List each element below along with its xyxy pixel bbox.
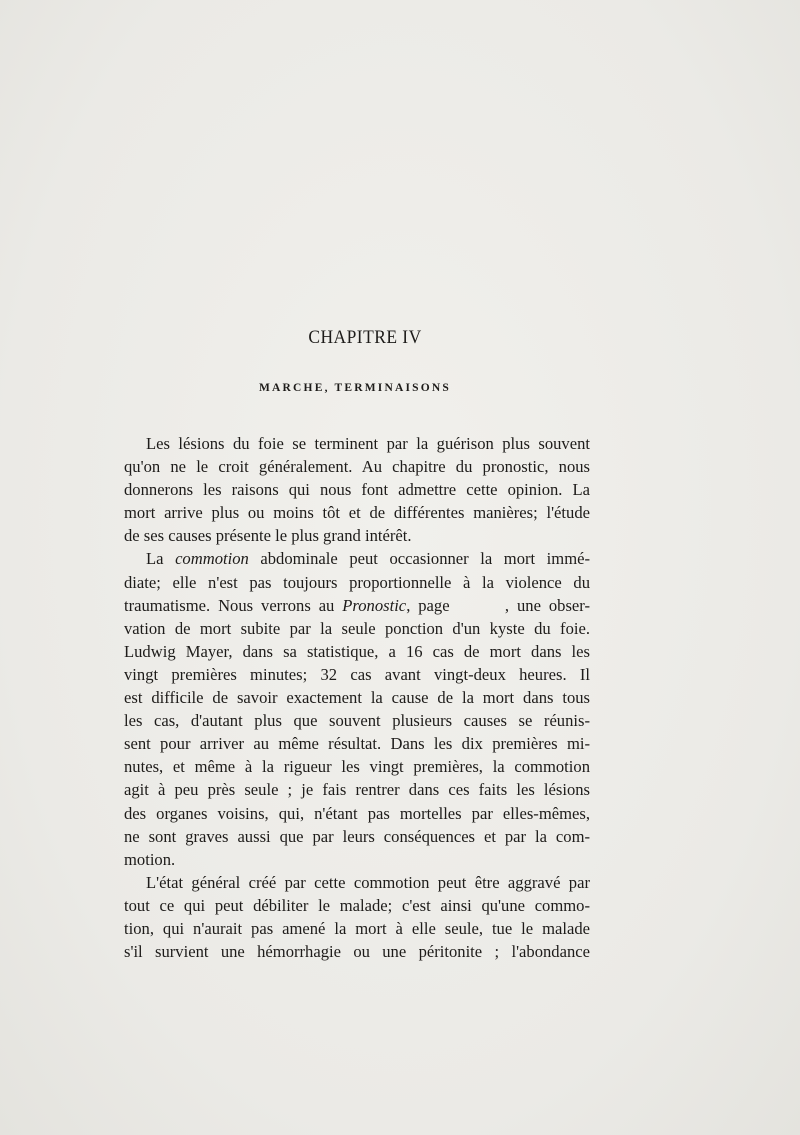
text-line: Les lésions du foie se terminent par la guérison plus souvent: [146, 434, 590, 453]
text-line: diate; elle n'est pas toujours proportionnelle à la violence du: [124, 572, 590, 592]
paragraph-1: [124, 432, 590, 547]
text-line: Ludwig Mayer, dans sa statistique, a 16 cas de mort dans les: [124, 641, 590, 661]
text-line: [124, 547, 590, 570]
text-line: vingt premières minutes; 32 cas avant vingt-deux heures. Il: [124, 664, 590, 684]
text-line: nutes, et même à la rigueur les vingt premières, la commotion: [124, 757, 590, 777]
text-line: donnerons les raisons qui nous font admettre cette opinion. La: [124, 480, 590, 500]
text-line: ne sont graves aussi que par leurs conséquences et par la com-: [124, 826, 590, 846]
paragraph-3: [124, 871, 590, 963]
text-segment: abdominale peut occasionner la mort immé-: [248, 549, 590, 569]
text-line: les cas, d'autant plus que souvent plusieurs causes se réunis-: [124, 711, 590, 731]
text-line: des organes voisins, qui, n'étant pas mortelles par elles-mêmes,: [124, 803, 590, 823]
text-line: tout ce qui peut débiliter le malade; c'est ainsi qu'une commo-: [124, 895, 590, 915]
paragraph-2: [124, 547, 590, 870]
text-line: motion.: [124, 849, 176, 869]
text-line: mort arrive plus ou moins tôt et de différentes manières; l'étude: [124, 503, 590, 523]
body-text: [124, 432, 590, 963]
italic-term: Pronostic: [342, 595, 407, 615]
text-line: vation de mort subite par la seule ponction d'un kyste du foie.: [124, 618, 590, 638]
text-segment: , page , une obser-: [406, 595, 590, 615]
text-segment: La: [146, 549, 176, 569]
chapter-subtitle: MARCHE, TERMINAISONS: [258, 382, 452, 394]
text-line: [124, 594, 590, 617]
chapter-title: CHAPITRE IV: [308, 327, 422, 348]
text-line: est difficile de savoir exactement la cause de la mort dans tous: [124, 688, 590, 708]
italic-term: commotion: [175, 549, 249, 569]
text-line: s'il survient une hémorrhagie ou une péritonite ; l'abondance: [124, 942, 590, 962]
text-line: de ses causes présente le plus grand intérêt.: [124, 526, 412, 546]
text-segment: traumatisme. Nous verrons au: [124, 595, 343, 615]
text-line: sent pour arriver au même résultat. Dans les dix premières mi-: [124, 734, 590, 754]
text-line: qu'on ne le croit généralement. Au chapitre du pronostic, nous: [124, 457, 590, 477]
text-line: L'état général créé par cette commotion peut être aggravé par: [146, 872, 590, 892]
text-line: agit à peu près seule ; je fais rentrer dans ces faits les lésions: [124, 780, 590, 800]
text-line: tion, qui n'aurait pas amené la mort à elle seule, tue le malade: [124, 918, 590, 938]
